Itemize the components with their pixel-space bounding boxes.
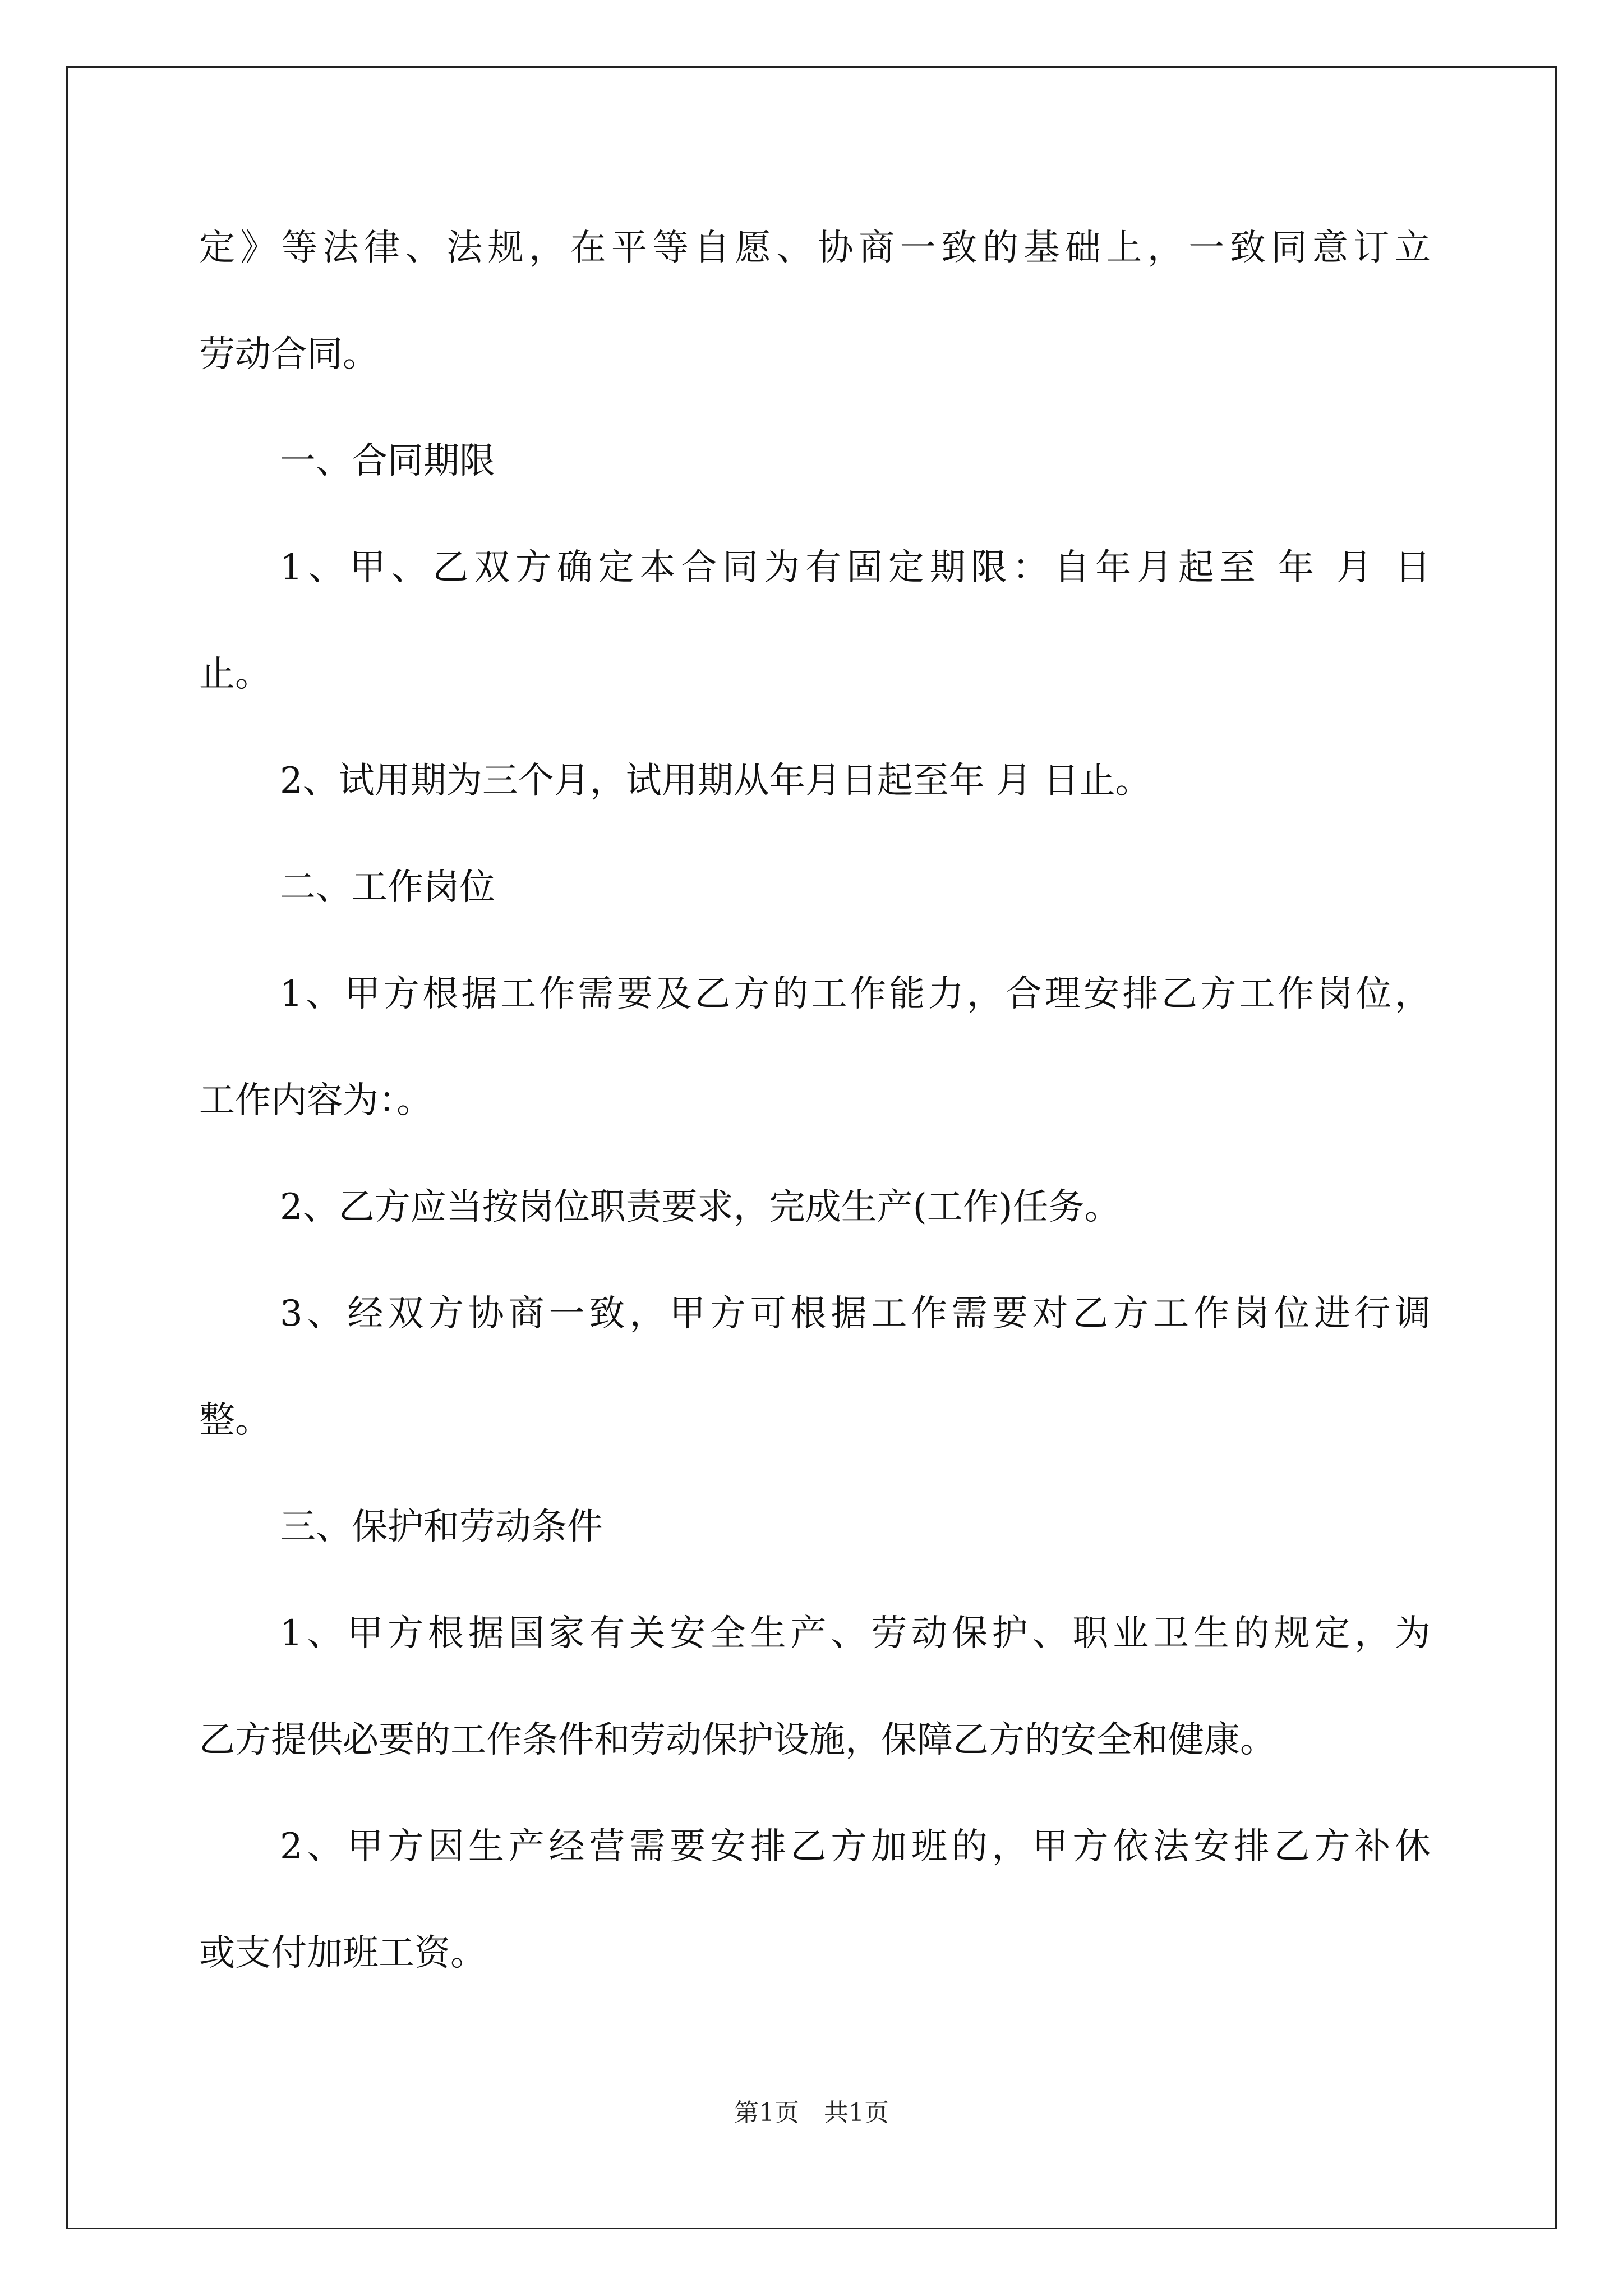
paragraph-line: 2、乙方应当按岗位职责要求，完成生产(工作)任务。: [280, 1186, 1121, 1228]
section-heading: 三、保护和劳动条件: [280, 1506, 603, 1548]
section-heading: 一、合同期限: [280, 440, 495, 482]
paragraph-line: 1、甲方根据国家有关安全生产、劳动保护、职业卫生的规定，为: [280, 1613, 1431, 1654]
paragraph-line: 或支付加班工资。: [199, 1932, 486, 1974]
paragraph-line: 工作内容为：。: [199, 1080, 432, 1121]
paragraph-line: 3、经双方协商一致，甲方可根据工作需要对乙方工作岗位进行调: [280, 1293, 1431, 1335]
paragraph-line: 2、试用期为三个月，试用期从年月日起至年 月 日止。: [280, 760, 1151, 802]
page-indicator: 第1页 共1页: [734, 2099, 889, 2127]
paragraph-line: 1、甲方根据工作需要及乙方的工作能力，合理安排乙方工作岗位，: [280, 973, 1431, 1015]
page-footer: [0, 2092, 1623, 2128]
paragraph-line: 劳动合同。: [199, 334, 379, 375]
paragraph-line: 1、甲、乙双方确定本合同为有固定期限：自年月起至 年 月 日: [280, 547, 1431, 588]
paragraph-line: 止。: [199, 654, 271, 695]
paragraph-line: 整。: [199, 1400, 271, 1441]
page-border: [66, 66, 1557, 2229]
paragraph-line: 定》等法律、法规，在平等自愿、协商一致的基础上，一致同意订立: [199, 227, 1431, 269]
paragraph-line: 乙方提供必要的工作条件和劳动保护设施，保障乙方的安全和健康。: [199, 1719, 1276, 1761]
paragraph-line: 2、甲方因生产经营需要安排乙方加班的，甲方依法安排乙方补休: [280, 1826, 1431, 1867]
section-heading: 二、工作岗位: [280, 867, 495, 908]
